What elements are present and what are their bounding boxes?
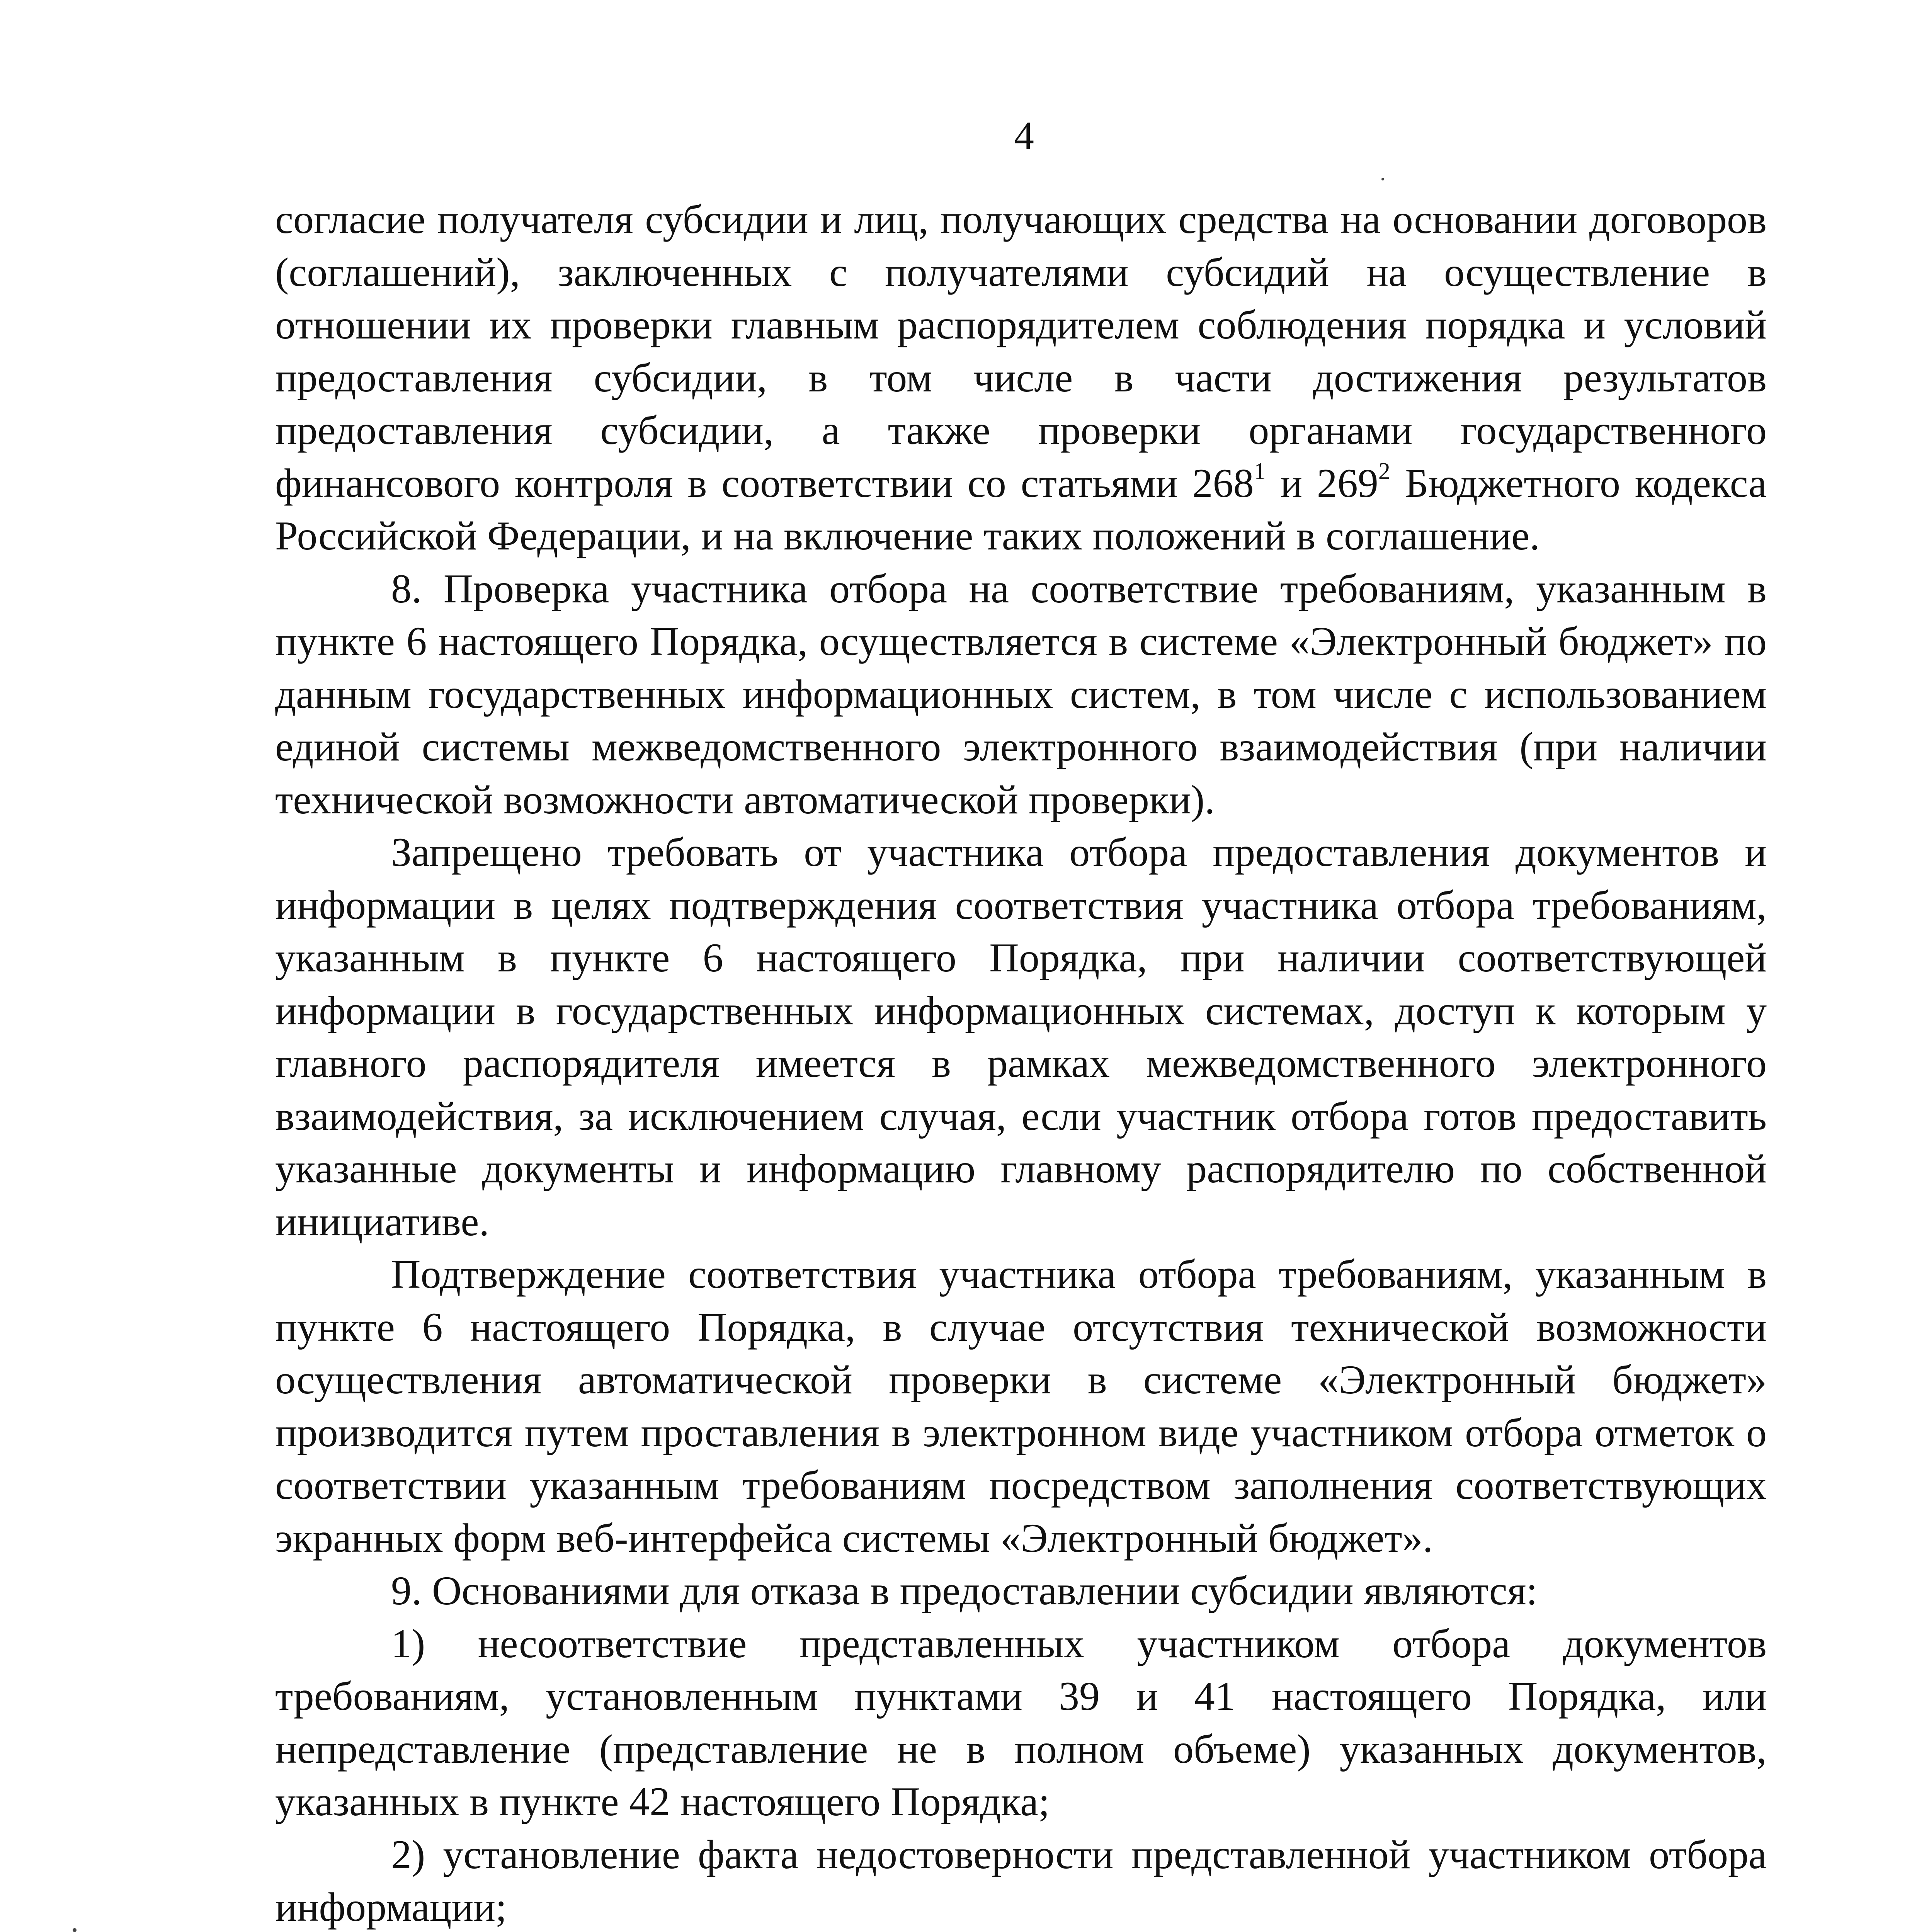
- paragraph-clause-9: 9. Основаниями для отказа в предоставлении субсидии являются:: [391, 1568, 1538, 1613]
- scan-speck: [1381, 178, 1384, 180]
- paragraph-text: Бюджетного кодекса Российской Федерации, и на включение таких положений в соглашение.: [275, 460, 1767, 558]
- paragraph-text: согласие получателя субсидии и лиц, получающих средства на основании договоров (соглашений), заключенных с получателями субсидий на осуществление в отношении их проверки главным распорядителем соблюдения порядка и условий предоставления субсидии, в том числе в части достижения результатов предоставления субсидии, а также проверки органами государственного финансового контроля в соответствии со статьями 268: [275, 197, 1767, 506]
- document-body: [275, 193, 1767, 1932]
- list-item-1: 1) несоответствие представленных участником отбора документов требованиям, установленным пунктами 39 и 41 настоящего Порядка, или непредставление (представление не в полном объеме) указанных документов, указанных в пункте 42 настоящего Порядка;: [275, 1621, 1767, 1824]
- scan-speck: [73, 1928, 77, 1932]
- paragraph-clause-8: 8. Проверка участника отбора на соответствие требованиям, указанным в пункте 6 настоящего Порядка, осуществляется в системе «Электронный бюджет» по данным государственных информационных систем, в том числе с использованием единой системы межведомственного электронного взаимодействия (при наличии технической возможности автоматической проверки).: [275, 566, 1767, 822]
- list-item-2: 2) установление факта недостоверности представленной участником отбора информации;: [275, 1832, 1767, 1930]
- superscript-footnote: 1: [1254, 458, 1266, 485]
- page-number: 4: [1014, 114, 1034, 158]
- superscript-footnote: 2: [1378, 458, 1390, 485]
- paragraph-confirmation: Подтверждение соответствия участника отбора требованиям, указанным в пункте 6 настоящего Порядка, в случае отсутствия технической возможности осуществления автоматической проверки в системе «Электронный бюджет» производится путем проставления в электронном виде участником отбора отметок о соответствии указанным требованиям посредством заполнения соответствующих экранных форм веб-интерфейса системы «Электронный бюджет».: [275, 1252, 1767, 1561]
- paragraph-text: и 269: [1266, 460, 1378, 506]
- paragraph-prohibition: Запрещено требовать от участника отбора предоставления документов и информации в целях подтверждения соответствия участника отбора требованиям, указанным в пункте 6 настоящего Порядка, при наличии соответствующей информации в государственных информационных системах, доступ к которым у главного распорядителя имеется в рамках межведомственного электронного взаимодействия, за исключением случая, если участник отбора готов предоставить указанные документы и информацию главному распорядителю по собственной инициативе.: [275, 830, 1767, 1244]
- paragraph-consent-continuation: [275, 193, 1767, 563]
